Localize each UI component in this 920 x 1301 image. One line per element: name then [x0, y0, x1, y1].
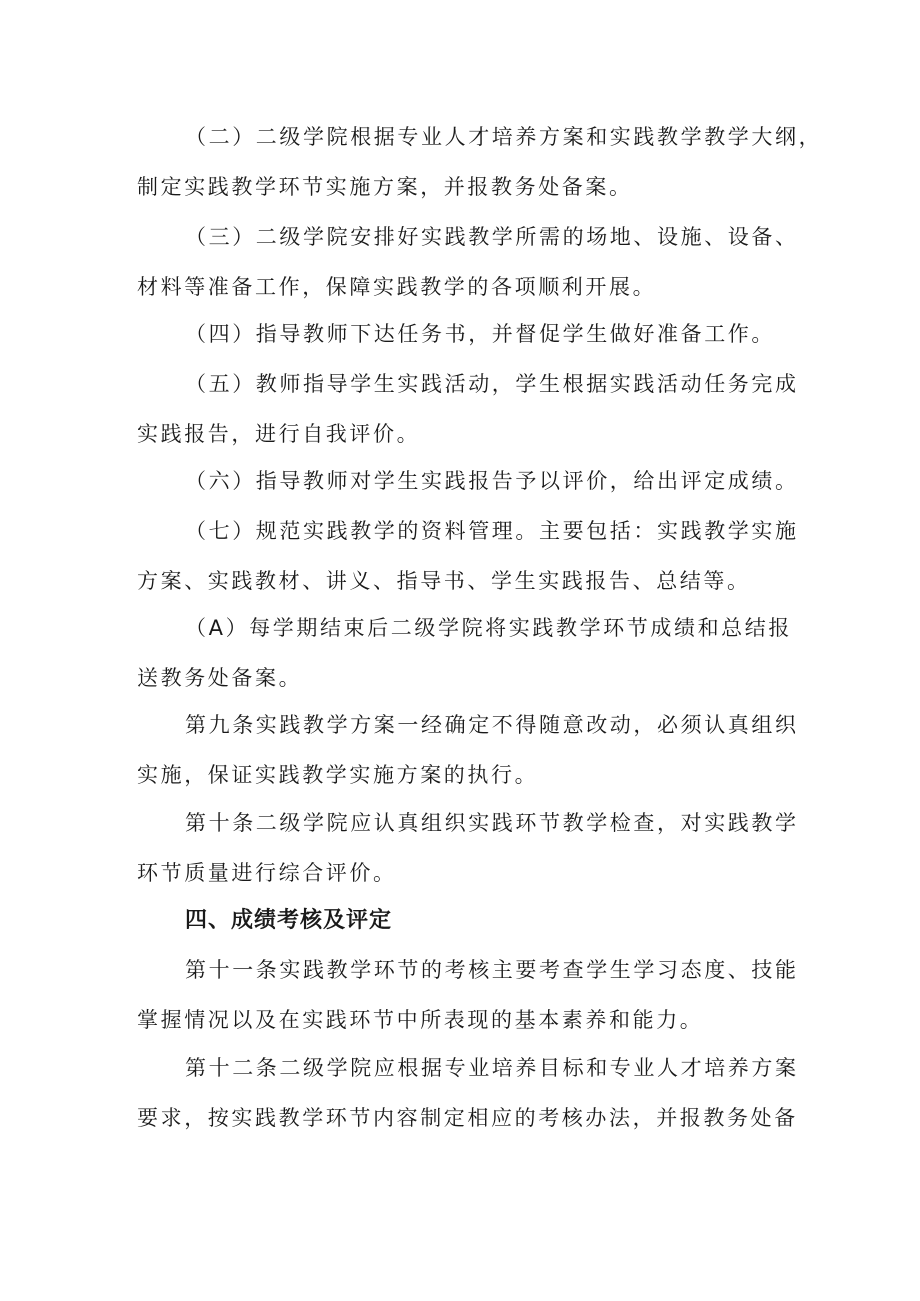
item-7-line-2: 方案、实践教材、讲义、指导书、学生实践报告、总结等。 — [137, 569, 751, 593]
article-10-line-1: 第十条二级学院应认真组织实践环节教学检查，对实践教学 — [185, 811, 799, 835]
item-3-line-1: （三）二级学院安排好实践教学所需的场地、设施、设备、 — [185, 225, 799, 249]
article-11-line-2: 掌握情况以及在实践环节中所表现的基本素养和能力。 — [137, 1008, 704, 1032]
item-2-line-2: 制定实践教学环节实施方案，并报教务处备案。 — [137, 175, 633, 199]
item-6-line-1: （六）指导教师对学生实践报告予以评价，给出评定成绩。 — [185, 469, 799, 493]
article-12-line-1: 第十二条二级学院应根据专业培养目标和专业人才培养方案 — [185, 1056, 799, 1080]
item-3-line-2: 材料等准备工作，保障实践教学的各项顺利开展。 — [137, 275, 657, 299]
item-5-line-1: （五）教师指导学生实践活动，学生根据实践活动任务完成 — [185, 372, 799, 396]
article-9-line-2: 实施，保证实践教学实施方案的执行。 — [137, 763, 539, 787]
article-11-line-1: 第十一条实践教学环节的考核主要考查学生学习态度、技能 — [185, 958, 799, 982]
item-2-line-1: （二）二级学院根据专业人才培养方案和实践教学教学大纲， — [185, 125, 823, 149]
article-12-line-2: 要求，按实践教学环节内容制定相应的考核办法，并报教务处备 — [137, 1106, 798, 1130]
item-5-line-2: 实践报告，进行自我评价。 — [137, 422, 421, 446]
article-10-line-2: 环节质量进行综合评价。 — [137, 861, 397, 885]
item-7-line-1: （七）规范实践教学的资料管理。主要包括：实践教学实施 — [185, 519, 799, 543]
item-8-line-1: （A）每学期结束后二级学院将实践教学环节成绩和总结报 — [185, 616, 792, 640]
item-4-line-1: （四）指导教师下达任务书，并督促学生做好准备工作。 — [185, 322, 775, 346]
item-8-line-2: 送教务处备案。 — [137, 666, 303, 690]
section-4-heading: 四、成绩考核及评定 — [185, 908, 393, 933]
article-9-line-1: 第九条实践教学方案一经确定不得随意改动，必须认真组织 — [185, 713, 799, 737]
